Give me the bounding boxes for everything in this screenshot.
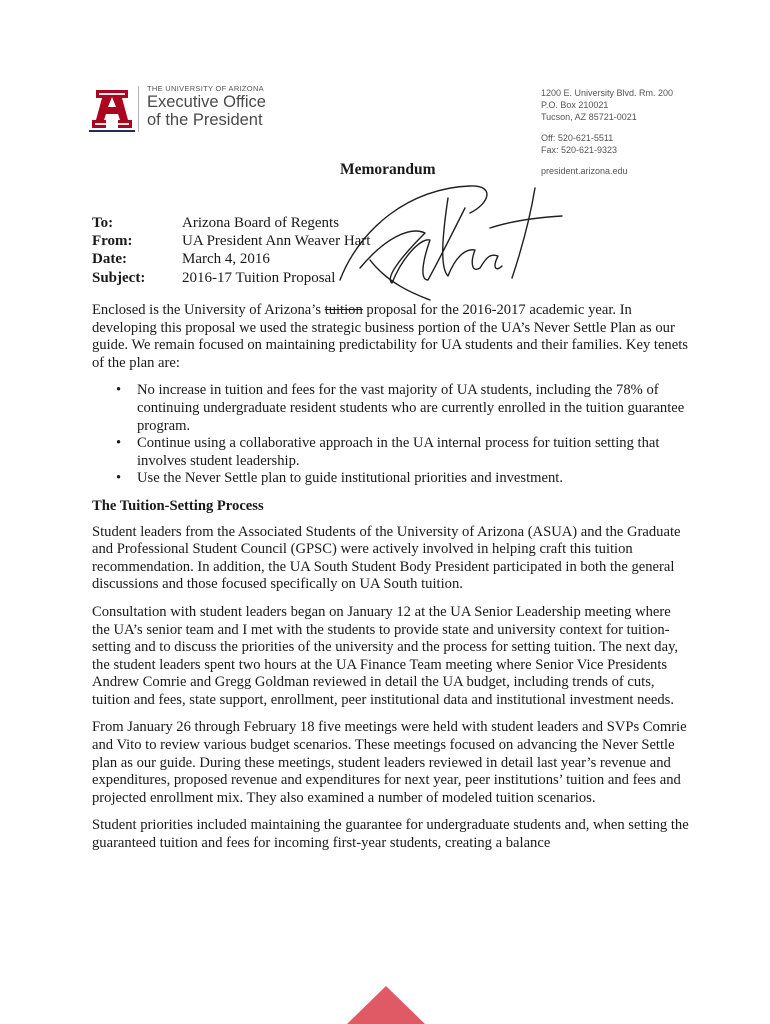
intro-text-after: proposal for the 2016-2017 academic year. In developing this proposal we used the strategic business portion of the UA’s Never Settle Plan as our guide. We remain focused on maintaining predictability for UA students and their families. Key tenets of the plan are: — [92, 302, 688, 371]
bullet-text: Continue using a collaborative approach in the UA internal process for tuition setting that involves student leadership. — [137, 435, 660, 469]
body-paragraph: Student leaders from the Associated Students of the University of Arizona (ASUA) and the Graduate and Professional Student Council (GPSC) were actively involved in helping craft this tuition recommendation. In addition, the UA South Student Body President participated in both the general discussions and those focused specifically on UA South tuition. — [92, 523, 681, 593]
memo-body — [92, 302, 692, 863]
university-logo-icon — [88, 86, 136, 132]
address-line-2: P.O. Box 210021 — [541, 99, 609, 110]
phone-number: Off: 520-621-5511 — [541, 133, 614, 144]
intro-paragraph — [92, 302, 692, 372]
bullet-icon: • — [116, 470, 122, 487]
memo-date-row — [92, 250, 370, 268]
fax-number: Fax: 520-621-9323 — [541, 145, 618, 156]
to-value: Arizona Board of Regents — [182, 215, 340, 231]
memo-from-row — [92, 232, 370, 250]
bullet-icon: • — [116, 435, 122, 452]
bullet-text: No increase in tuition and fees for the vast majority of UA students, including the 78% of continuing undergraduate resident students who are currently enrolled in the tuition guarantee program. — [137, 382, 685, 434]
intro-text-before: Enclosed is the University of Arizona’s — [92, 302, 325, 318]
body-paragraph: From January 26 through February 18 five meetings were held with student leaders and SVPs Comrie and Vito to review various budget scenarios. These meetings focused on advancing the Never Settle plan as our guide. During these meetings, student leaders reviewed in detail last year’s revenue and expenditures, proposed revenue and expenditures for next year, peer institutions’ tuition and fees and projected enrollment mix. They also examined a number of modeled tuition scenarios. — [92, 719, 687, 806]
from-value: UA President Ann Weaver Hart — [182, 233, 371, 250]
key-tenets-list — [92, 382, 692, 488]
body-paragraph: Student priorities included maintaining the guarantee for undergraduate students and, when setting the guaranteed tuition and fees for incoming first-year students, creating a balance — [92, 817, 689, 852]
list-item — [92, 435, 692, 470]
website-link[interactable]: president.arizona.edu — [541, 166, 628, 176]
office-line-1: Executive Office — [147, 93, 266, 111]
subject-value: 2016-17 Tuition Proposal — [182, 269, 336, 286]
university-name: THE UNIVERSITY OF ARIZONA — [147, 84, 264, 93]
memo-title: Memorandum — [340, 161, 436, 178]
body-paragraph: Consultation with student leaders began on January 12 at the UA Senior Leadership meeting where the UA’s senior team and I met with the students to provide state and university context for tuition-setting and to discuss the priorities of the university and the process for setting tuition. The next day, the student leaders spent two hours at the UA Finance Team meeting where Senior Vice Presidents Andrew Comrie and Gregg Goldman reviewed in detail the UA budget, including trends of cuts, tuition and fees, state support, enrollment, peer institutional data and institutional investment needs. — [92, 603, 679, 708]
memo-subject-row — [92, 269, 370, 287]
address-line-1: 1200 E. University Blvd. Rm. 200 — [541, 88, 674, 98]
next-page-arrow-icon[interactable] — [347, 986, 425, 1024]
to-label: To: — [92, 215, 114, 231]
subject-label: Subject: — [92, 269, 146, 286]
address-line-3: Tucson, AZ 85721-0021 — [541, 111, 637, 122]
memo-to-row — [92, 214, 370, 232]
letterhead-brand — [147, 84, 266, 129]
list-item — [92, 470, 692, 488]
from-label: From: — [92, 233, 133, 250]
date-label: Date: — [92, 251, 127, 268]
signature-icon — [330, 168, 570, 310]
memo-header — [92, 214, 370, 287]
bullet-icon: • — [116, 382, 122, 399]
office-line-2: of the President — [147, 111, 263, 129]
date-value: March 4, 2016 — [182, 251, 270, 268]
contact-block — [541, 88, 673, 157]
logo-divider — [138, 86, 139, 132]
list-item — [92, 382, 692, 435]
struck-word: tuition — [324, 302, 363, 318]
bullet-text: Use the Never Settle plan to guide institutional priorities and investment. — [137, 470, 563, 487]
section-heading: The Tuition-Setting Process — [92, 497, 264, 514]
